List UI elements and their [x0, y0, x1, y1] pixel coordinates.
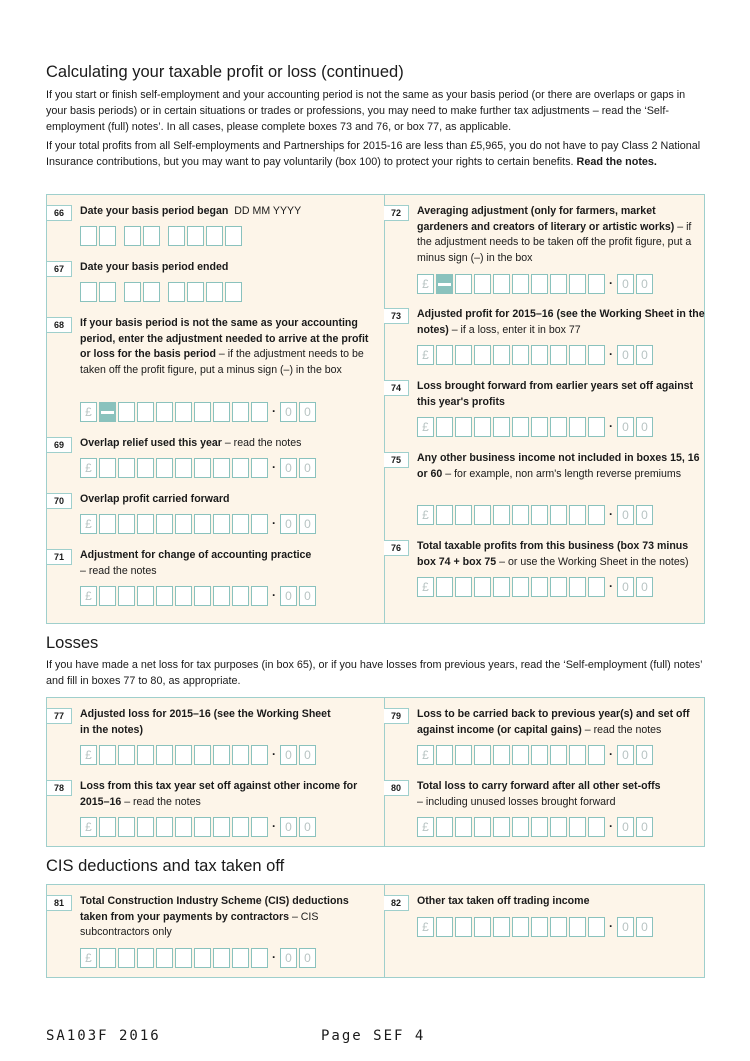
- amount-input[interactable]: [417, 917, 655, 937]
- digit-cell: [436, 745, 453, 765]
- box-number: 73: [384, 308, 409, 324]
- box-number: 66: [47, 205, 72, 221]
- decimal-point: ·: [609, 347, 613, 361]
- digit-cell: [569, 345, 586, 365]
- box-label: Loss to be carried back to previous year(s) and set off against income (or capital gains) – read the notes: [417, 708, 690, 736]
- digit-cell: [531, 817, 548, 837]
- pound-sign-cell: £: [417, 345, 434, 365]
- pound-sign-cell: £: [417, 274, 434, 294]
- digit-cell: [99, 586, 116, 606]
- digit-cell: [137, 586, 154, 606]
- digit-cell: [436, 817, 453, 837]
- box-label: Overlap relief used this year – read the notes: [80, 437, 302, 449]
- digit-cell: [213, 586, 230, 606]
- footer-form-code: SA103F 2016: [46, 1028, 161, 1044]
- digit-cell: [156, 948, 173, 968]
- digit-cell: [213, 402, 230, 422]
- minus-sign-box: [99, 402, 116, 422]
- digit-cell: [137, 745, 154, 765]
- pence-cell: 0: [636, 917, 653, 937]
- box-label: Averaging adjustment (only for farmers, market gardeners and creators of literary or artistic works) – if the adjustment needs to be taken off the profit figure, put a minus sign (–) in the box: [417, 205, 692, 264]
- panel-losses: [46, 697, 705, 847]
- box-number: 78: [47, 780, 72, 796]
- amount-input[interactable]: [417, 817, 655, 837]
- digit-cell: [232, 458, 249, 478]
- digit-cell: [531, 917, 548, 937]
- box-label: Adjusted profit for 2015–16 (see the Working Sheet in the notes) – if a loss, enter it in box 77: [417, 308, 705, 336]
- digit-cell: [569, 577, 586, 597]
- pence-cell: 0: [636, 817, 653, 837]
- digit-cell: [118, 948, 135, 968]
- digit-cell: [550, 417, 567, 437]
- pound-sign-cell: £: [417, 745, 434, 765]
- box-label: Total loss to carry forward after all other set-offs – including unused losses brought forward: [417, 780, 661, 808]
- pence-cell: 0: [636, 745, 653, 765]
- digit-cell: [436, 505, 453, 525]
- date-digit-cell: [99, 226, 116, 246]
- pence-cell: 0: [280, 402, 297, 422]
- pound-sign-cell: £: [80, 402, 97, 422]
- date-digit-cell: [168, 226, 185, 246]
- digit-cell: [137, 402, 154, 422]
- digit-cell: [118, 817, 135, 837]
- digit-cell: [137, 514, 154, 534]
- digit-cell: [588, 274, 605, 294]
- digit-cell: [194, 458, 211, 478]
- pence-cell: 0: [280, 745, 297, 765]
- pence-cell: 0: [299, 402, 316, 422]
- box-number: 69: [47, 437, 72, 453]
- box-label: Any other business income not included in boxes 15, 16 or 60 – for example, non arm's length reverse premiums: [417, 452, 700, 480]
- box-number: 67: [47, 261, 72, 277]
- digit-cell: [455, 917, 472, 937]
- decimal-point: ·: [272, 516, 276, 530]
- digit-cell: [455, 817, 472, 837]
- digit-cell: [588, 577, 605, 597]
- digit-cell: [175, 458, 192, 478]
- digit-cell: [531, 745, 548, 765]
- amount-input[interactable]: [417, 577, 655, 597]
- digit-cell: [156, 745, 173, 765]
- pence-cell: 0: [636, 417, 653, 437]
- digit-cell: [474, 817, 491, 837]
- digit-cell: [213, 817, 230, 837]
- panel-calculation: [46, 194, 705, 624]
- box-number: 82: [384, 895, 409, 911]
- digit-cell: [118, 402, 135, 422]
- digit-cell: [588, 345, 605, 365]
- digit-cell: [251, 817, 268, 837]
- amount-input[interactable]: [417, 417, 655, 437]
- section-heading-losses: Losses: [46, 634, 99, 652]
- pence-cell: 0: [299, 458, 316, 478]
- date-digit-cell: [187, 282, 204, 302]
- digit-cell: [137, 948, 154, 968]
- digit-cell: [455, 505, 472, 525]
- box-label: Other tax taken off trading income: [417, 895, 590, 907]
- box-number: 76: [384, 540, 409, 556]
- digit-cell: [118, 458, 135, 478]
- date-digit-cell: [206, 282, 223, 302]
- digit-cell: [213, 745, 230, 765]
- date-digit-cell: [80, 226, 97, 246]
- box-number: 71: [47, 549, 72, 565]
- digit-cell: [588, 745, 605, 765]
- digit-cell: [251, 586, 268, 606]
- amount-input[interactable]: [80, 948, 318, 968]
- digit-cell: [251, 514, 268, 534]
- digit-cell: [569, 505, 586, 525]
- digit-cell: [156, 402, 173, 422]
- box-number: 79: [384, 708, 409, 724]
- digit-cell: [455, 417, 472, 437]
- digit-cell: [118, 745, 135, 765]
- digit-cell: [251, 948, 268, 968]
- pence-cell: 0: [299, 514, 316, 534]
- date-digit-cell: [143, 282, 160, 302]
- digit-cell: [474, 917, 491, 937]
- digit-cell: [455, 745, 472, 765]
- digit-cell: [512, 274, 529, 294]
- digit-cell: [569, 817, 586, 837]
- date-input[interactable]: [80, 282, 244, 302]
- digit-cell: [175, 948, 192, 968]
- digit-cell: [436, 345, 453, 365]
- box-label: Total Construction Industry Scheme (CIS) deductions taken from your payments by contractors – CIS subcontractors only: [80, 895, 349, 938]
- decimal-point: ·: [609, 507, 613, 521]
- digit-cell: [156, 817, 173, 837]
- digit-cell: [493, 274, 510, 294]
- pence-cell: 0: [299, 586, 316, 606]
- date-digit-cell: [124, 282, 141, 302]
- pence-cell: 0: [636, 345, 653, 365]
- digit-cell: [588, 417, 605, 437]
- digit-cell: [232, 948, 249, 968]
- digit-cell: [588, 505, 605, 525]
- digit-cell: [550, 817, 567, 837]
- section-heading-calc: Calculating your taxable profit or loss (continued): [46, 63, 404, 81]
- box-label: Total taxable profits from this business (box 73 minus box 74 + box 75 – or use the Working Sheet in the notes): [417, 540, 689, 568]
- pence-cell: 0: [617, 917, 634, 937]
- losses-paragraph: If you have made a net loss for tax purposes (in box 65), or if you have losses from previous years, read the ‘Self-employment (full) notes’ and fill in boxes 77 to 80, as appropriate.: [46, 659, 703, 687]
- digit-cell: [156, 514, 173, 534]
- decimal-point: ·: [609, 747, 613, 761]
- box-label: Loss from this tax year set off against other income for 2015–16 – read the notes: [80, 780, 358, 808]
- digit-cell: [175, 817, 192, 837]
- digit-cell: [512, 577, 529, 597]
- pound-sign-cell: £: [80, 458, 97, 478]
- digit-cell: [251, 402, 268, 422]
- digit-cell: [531, 577, 548, 597]
- digit-cell: [493, 417, 510, 437]
- amount-input[interactable]: [80, 817, 318, 837]
- digit-cell: [588, 817, 605, 837]
- digit-cell: [175, 402, 192, 422]
- digit-cell: [194, 402, 211, 422]
- amount-input[interactable]: [417, 745, 655, 765]
- digit-cell: [232, 402, 249, 422]
- date-digit-cell: [143, 226, 160, 246]
- digit-cell: [493, 817, 510, 837]
- digit-cell: [213, 948, 230, 968]
- decimal-point: ·: [609, 819, 613, 833]
- amount-input[interactable]: [80, 514, 318, 534]
- digit-cell: [99, 514, 116, 534]
- digit-cell: [550, 577, 567, 597]
- digit-cell: [493, 505, 510, 525]
- amount-input[interactable]: [417, 345, 655, 365]
- pence-cell: 0: [280, 586, 297, 606]
- digit-cell: [531, 274, 548, 294]
- decimal-point: ·: [609, 419, 613, 433]
- digit-cell: [569, 745, 586, 765]
- digit-cell: [99, 458, 116, 478]
- pence-cell: 0: [299, 817, 316, 837]
- pence-cell: 0: [299, 745, 316, 765]
- box-number: 77: [47, 708, 72, 724]
- digit-cell: [531, 417, 548, 437]
- pound-sign-cell: £: [80, 586, 97, 606]
- digit-cell: [194, 948, 211, 968]
- amount-input[interactable]: [417, 505, 655, 525]
- pound-sign-cell: £: [417, 577, 434, 597]
- pound-sign-cell: £: [417, 417, 434, 437]
- pence-cell: 0: [617, 817, 634, 837]
- decimal-point: ·: [609, 919, 613, 933]
- digit-cell: [232, 514, 249, 534]
- pound-sign-cell: £: [80, 514, 97, 534]
- box-number: 72: [384, 205, 409, 221]
- date-input[interactable]: [80, 226, 244, 246]
- pence-cell: 0: [617, 577, 634, 597]
- date-digit-cell: [99, 282, 116, 302]
- digit-cell: [455, 577, 472, 597]
- digit-cell: [550, 274, 567, 294]
- box-number: 80: [384, 780, 409, 796]
- digit-cell: [194, 745, 211, 765]
- panel-cis: [46, 884, 705, 978]
- decimal-point: ·: [609, 579, 613, 593]
- digit-cell: [436, 917, 453, 937]
- digit-cell: [194, 514, 211, 534]
- amount-input[interactable]: [80, 745, 318, 765]
- digit-cell: [436, 577, 453, 597]
- digit-cell: [550, 917, 567, 937]
- digit-cell: [455, 274, 472, 294]
- digit-cell: [512, 745, 529, 765]
- digit-cell: [512, 917, 529, 937]
- amount-input[interactable]: [80, 458, 318, 478]
- digit-cell: [232, 817, 249, 837]
- digit-cell: [118, 514, 135, 534]
- digit-cell: [232, 745, 249, 765]
- digit-cell: [474, 417, 491, 437]
- calc-ni-paragraph: If your total profits from all Self-employments and Partnerships for 2015-16 are less than £5,965, you do not have to pay Class 2 National Insurance contributions, but you may want to pay voluntarily (box 100) to protect your rights to certain benefits. Read the notes.: [46, 140, 701, 168]
- box-number: 68: [47, 317, 72, 333]
- digit-cell: [493, 745, 510, 765]
- digit-cell: [137, 817, 154, 837]
- amount-input[interactable]: [80, 402, 318, 422]
- box-label: Loss brought forward from earlier years set off against this year's profits: [417, 380, 694, 408]
- date-digit-cell: [80, 282, 97, 302]
- decimal-point: ·: [272, 460, 276, 474]
- digit-cell: [194, 817, 211, 837]
- digit-cell: [512, 345, 529, 365]
- date-digit-cell: [124, 226, 141, 246]
- box-label: Date your basis period began DD MM YYYY: [80, 205, 302, 217]
- pound-sign-cell: £: [417, 817, 434, 837]
- digit-cell: [493, 345, 510, 365]
- digit-cell: [512, 505, 529, 525]
- box-label: Adjusted loss for 2015–16 (see the Working Sheet in the notes): [80, 708, 331, 736]
- digit-cell: [213, 458, 230, 478]
- digit-cell: [455, 345, 472, 365]
- digit-cell: [99, 948, 116, 968]
- digit-cell: [569, 274, 586, 294]
- box-number: 75: [384, 452, 409, 468]
- pence-cell: 0: [636, 274, 653, 294]
- pence-cell: 0: [299, 948, 316, 968]
- box-label: Date your basis period ended: [80, 261, 229, 273]
- digit-cell: [213, 514, 230, 534]
- pence-cell: 0: [617, 745, 634, 765]
- digit-cell: [99, 817, 116, 837]
- date-digit-cell: [168, 282, 185, 302]
- pound-sign-cell: £: [80, 948, 97, 968]
- digit-cell: [474, 745, 491, 765]
- footer-page-number: Page SEF 4: [321, 1028, 426, 1044]
- amount-input[interactable]: [417, 274, 655, 294]
- digit-cell: [531, 505, 548, 525]
- pence-cell: 0: [617, 345, 634, 365]
- box-label: Adjustment for change of accounting practice – read the notes: [80, 549, 312, 577]
- digit-cell: [156, 586, 173, 606]
- digit-cell: [99, 745, 116, 765]
- digit-cell: [569, 917, 586, 937]
- date-digit-cell: [225, 226, 242, 246]
- section-heading-cis: CIS deductions and tax taken off: [46, 857, 285, 875]
- digit-cell: [474, 577, 491, 597]
- digit-cell: [474, 345, 491, 365]
- digit-cell: [251, 458, 268, 478]
- digit-cell: [118, 586, 135, 606]
- box-number: 74: [384, 380, 409, 396]
- calc-intro-paragraph: If you start or finish self-employment and your accounting period is not the same as your basis period (or there are overlaps or gaps in your basis periods) or in certain situations or trades or professions, you may need to make further tax adjustments – read the ‘Self-employment (full) notes’. In all cases, please complete boxes 73 and 76, or box 77, as applicable.: [46, 89, 686, 133]
- minus-sign-box: [436, 274, 453, 294]
- box-label: If your basis period is not the same as your accounting period, enter the adjustment needed to arrive at the profit or loss for the basis period – if the adjustment needs to be taken off the profit figure, put a minus sign (–) in the box: [80, 317, 369, 376]
- date-digit-cell: [225, 282, 242, 302]
- pound-sign-cell: £: [417, 917, 434, 937]
- date-digit-cell: [187, 226, 204, 246]
- digit-cell: [512, 417, 529, 437]
- decimal-point: ·: [272, 950, 276, 964]
- pence-cell: 0: [280, 948, 297, 968]
- pence-cell: 0: [617, 505, 634, 525]
- digit-cell: [512, 817, 529, 837]
- digit-cell: [194, 586, 211, 606]
- pence-cell: 0: [280, 817, 297, 837]
- digit-cell: [474, 505, 491, 525]
- decimal-point: ·: [272, 747, 276, 761]
- pence-cell: 0: [617, 417, 634, 437]
- decimal-point: ·: [272, 819, 276, 833]
- digit-cell: [474, 274, 491, 294]
- date-digit-cell: [206, 226, 223, 246]
- digit-cell: [232, 586, 249, 606]
- digit-cell: [531, 345, 548, 365]
- decimal-point: ·: [272, 588, 276, 602]
- digit-cell: [436, 417, 453, 437]
- pence-cell: 0: [280, 458, 297, 478]
- pound-sign-cell: £: [417, 505, 434, 525]
- digit-cell: [588, 917, 605, 937]
- digit-cell: [156, 458, 173, 478]
- decimal-point: ·: [609, 276, 613, 290]
- pence-cell: 0: [636, 505, 653, 525]
- pound-sign-cell: £: [80, 817, 97, 837]
- digit-cell: [550, 745, 567, 765]
- digit-cell: [493, 917, 510, 937]
- digit-cell: [175, 745, 192, 765]
- digit-cell: [493, 577, 510, 597]
- pence-cell: 0: [617, 274, 634, 294]
- box-number: 70: [47, 493, 72, 509]
- digit-cell: [550, 345, 567, 365]
- box-label: Overlap profit carried forward: [80, 493, 230, 505]
- digit-cell: [175, 514, 192, 534]
- decimal-point: ·: [272, 404, 276, 418]
- pence-cell: 0: [280, 514, 297, 534]
- box-number: 81: [47, 895, 72, 911]
- pence-cell: 0: [636, 577, 653, 597]
- digit-cell: [251, 745, 268, 765]
- pound-sign-cell: £: [80, 745, 97, 765]
- amount-input[interactable]: [80, 586, 318, 606]
- digit-cell: [550, 505, 567, 525]
- digit-cell: [175, 586, 192, 606]
- digit-cell: [137, 458, 154, 478]
- digit-cell: [569, 417, 586, 437]
